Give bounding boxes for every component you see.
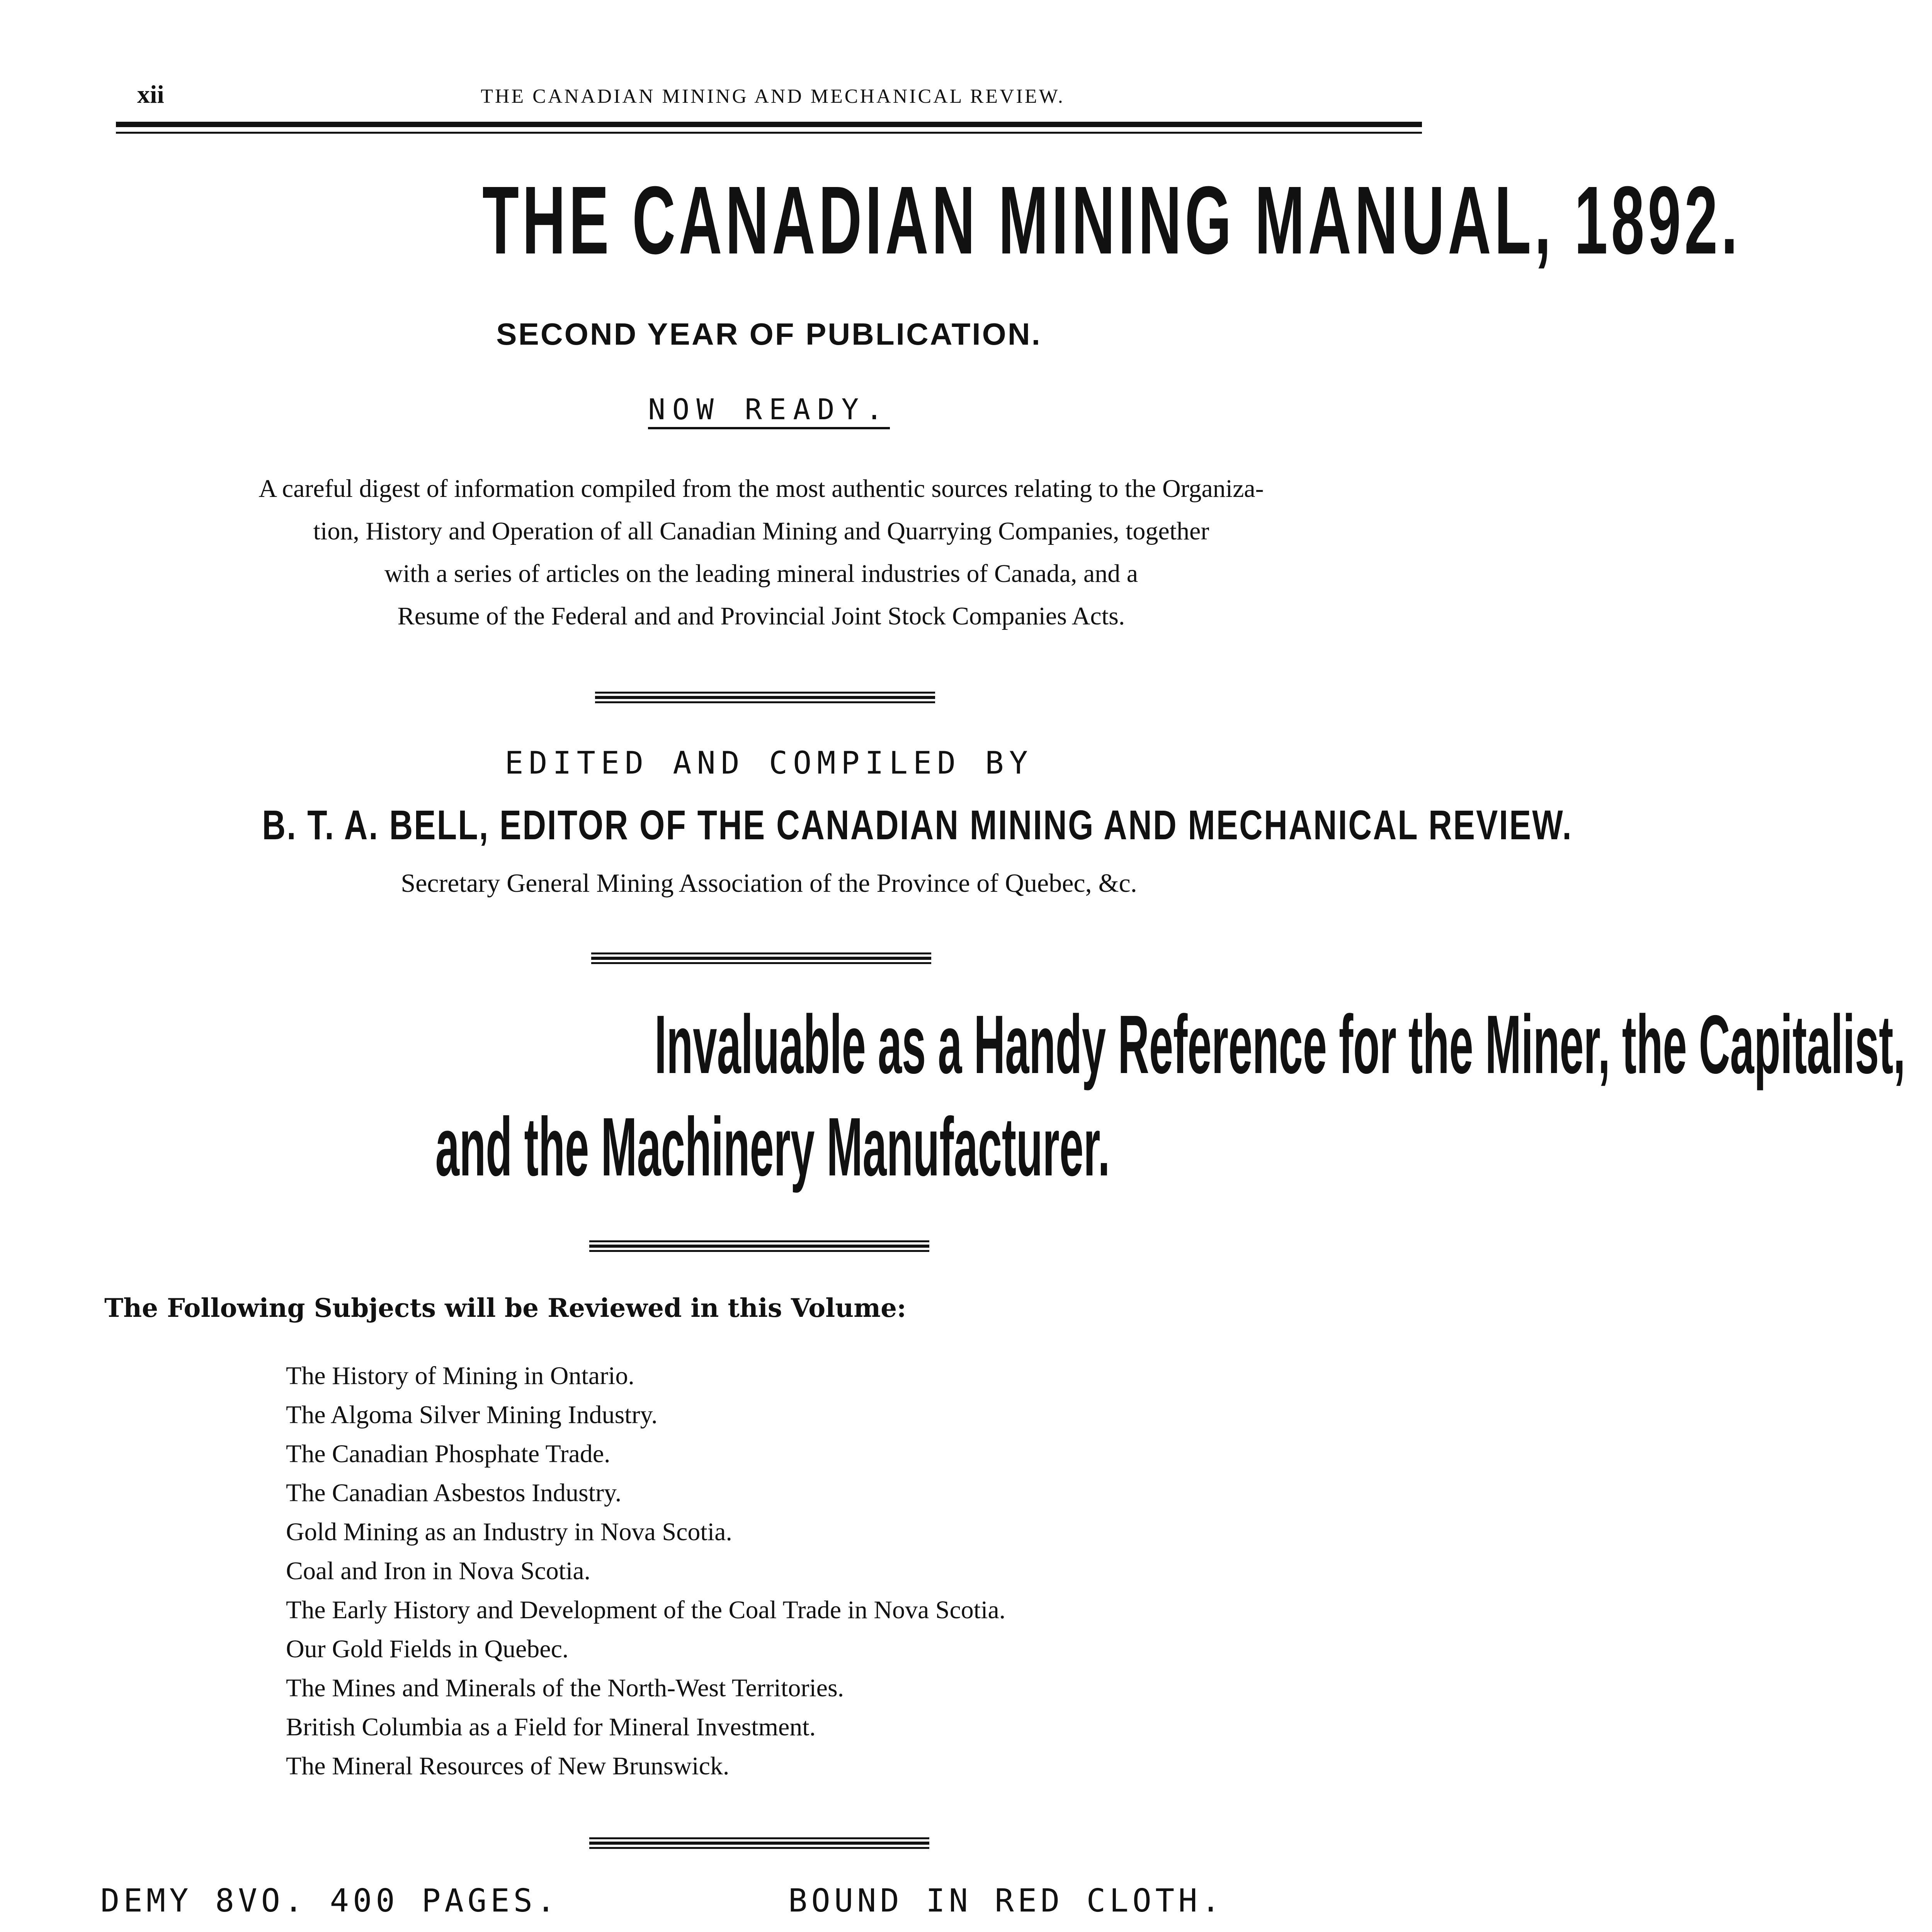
list-item: British Columbia as a Field for Mineral Investment.: [286, 1713, 816, 1741]
edited-by-label: EDITED AND COMPILED BY: [505, 745, 1033, 781]
subjects-list: [286, 1356, 1005, 1786]
description: [93, 468, 1430, 638]
divider-rule: [595, 692, 935, 703]
header-rule: [116, 122, 1422, 137]
tagline-line: Invaluable as a Handy Reference for the Miner, the Capitalist,: [654, 998, 1905, 1091]
page-number: xii: [137, 80, 164, 109]
editor-name: [77, 800, 1573, 850]
subjects-heading: The Following Subjects will be Reviewed in this Volume:: [104, 1293, 906, 1323]
list-item: The Canadian Phosphate Trade.: [286, 1440, 611, 1468]
list-item: The Canadian Asbestos Industry.: [286, 1479, 622, 1507]
divider-rule: [589, 1240, 929, 1252]
subtitle: SECOND YEAR OF PUBLICATION.: [496, 317, 1042, 351]
list-item: Our Gold Fields in Quebec.: [286, 1635, 569, 1663]
divider-rule: [589, 1837, 929, 1849]
description-line: with a series of articles on the leading mineral industries of Canada, and a: [384, 560, 1138, 588]
list-item: The Early History and Development of the Coal Trade in Nova Scotia.: [286, 1596, 1006, 1624]
format-size: DEMY 8VO. 400 PAGES.: [100, 1883, 560, 1919]
list-item: Coal and Iron in Nova Scotia.: [286, 1557, 591, 1585]
status-now-ready-text: NOW READY.: [648, 393, 890, 429]
list-item: Gold Mining as an Industry in Nova Scotia.: [286, 1518, 732, 1546]
status-now-ready: [116, 392, 1422, 427]
list-item: The Mineral Resources of New Brunswick.: [286, 1752, 730, 1780]
list-item: The Mines and Minerals of the North-West Territories.: [286, 1674, 844, 1702]
format-binding: BOUND IN RED CLOTH.: [788, 1883, 1224, 1919]
list-item: The History of Mining in Ontario.: [286, 1362, 634, 1390]
description-line: tion, History and Operation of all Canadian Mining and Quarrying Companies, together: [313, 517, 1209, 545]
editor-name-text: B. T. A. BELL, EDITOR OF THE CANADIAN MINING AND MECHANICAL REVIEW.: [262, 801, 1573, 848]
main-title: [97, 162, 1741, 278]
tagline: [77, 993, 1905, 1198]
tagline-line: and the Machinery Manufacturer.: [435, 1100, 1110, 1193]
description-line: A careful digest of information compiled from the most authentic sources relating to the Organiza-: [259, 474, 1264, 503]
main-title-text: THE CANADIAN MINING MANUAL, 1892.: [482, 166, 1741, 274]
running-title: THE CANADIAN MINING AND MECHANICAL REVIEW.: [481, 85, 1065, 107]
description-line: Resume of the Federal and and Provincial Joint Stock Companies Acts.: [397, 602, 1125, 630]
divider-rule: [591, 952, 931, 964]
list-item: The Algoma Silver Mining Industry.: [286, 1401, 658, 1429]
editor-secretary-line: Secretary General Mining Association of the Province of Quebec, &c.: [401, 868, 1137, 898]
